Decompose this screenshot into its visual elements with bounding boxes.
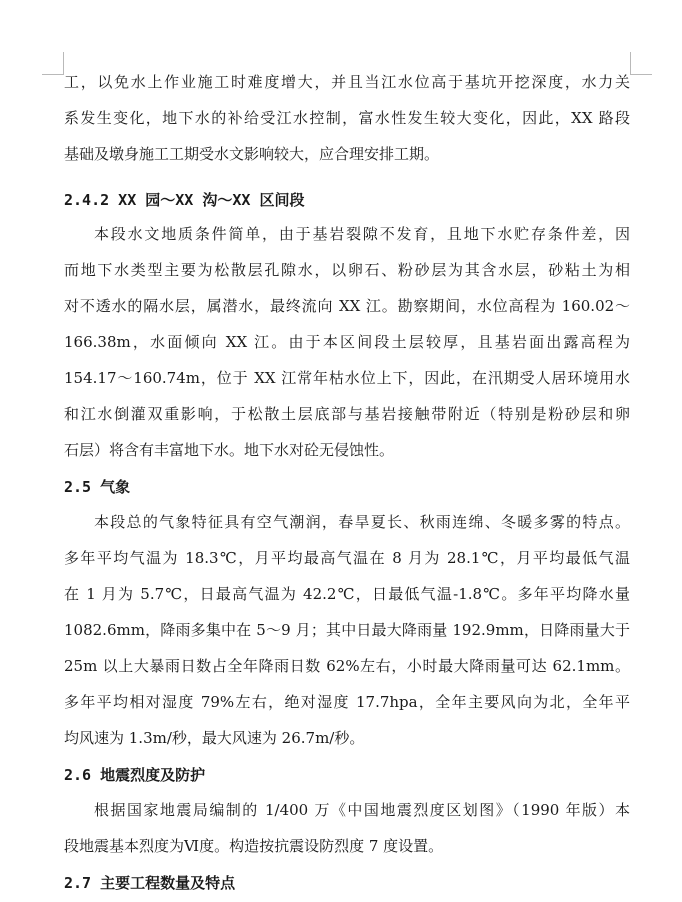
paragraph-line: 工，以免水上作业施工时难度增大，并且当江水位高于基坑开挖深度，水力关: [64, 73, 630, 91]
paragraph-line: 多年平均气温为 18.3℃，月平均最高气温在 8 月为 28.1℃，月平均最低气温: [64, 549, 630, 567]
paragraph-line: 基础及墩身施工工期受水文影响较大，应合理安排工期。: [64, 145, 440, 163]
paragraph-line: 154.17～160.74m，位于 XX 江常年枯水位上下，因此，在汛期受人居环境用水: [64, 369, 630, 387]
paragraph-line: 根据国家地震局编制的 1/400 万《中国地震烈度区划图》（1990 年版）本: [94, 801, 630, 819]
paragraph-line: 本段总的气象特征具有空气潮润，春旱夏长、秋雨连绵、冬暖多雾的特点。: [94, 513, 630, 531]
corner-mark-top-left: [42, 74, 64, 75]
section-heading-2-5: 2.5 气象: [64, 478, 131, 496]
paragraph-line: 均风速为 1.3m/秒，最大风速为 26.7m/秒。: [64, 729, 365, 747]
paragraph-line: 和江水倒灌双重影响，于松散土层底部与基岩接触带附近（特别是粉砂层和卵: [64, 405, 630, 423]
paragraph-line: 而地下水类型主要为松散层孔隙水，以卵石、粉砂层为其含水层，砂粘土为相: [64, 261, 630, 279]
corner-mark-top-right: [630, 74, 652, 75]
paragraph-line: 段地震基本烈度为Ⅵ度。构造按抗震设防烈度 7 度设置。: [64, 837, 444, 855]
paragraph-line: 在 1 月为 5.7℃，日最高气温为 42.2℃，日最低气温-1.8℃。多年平均降水量: [64, 585, 630, 603]
section-heading-2-6: 2.6 地震烈度及防护: [64, 766, 206, 784]
paragraph-line: 石层）将含有丰富地下水。地下水对砼无侵蚀性。: [64, 441, 395, 459]
paragraph-line: 对不透水的隔水层，属潜水，最终流向 XX 江。勘察期间，水位高程为 160.02～: [64, 297, 630, 315]
corner-mark-top-right: [630, 52, 631, 75]
paragraph-line: 系发生变化，地下水的补给受江水控制，富水性发生较大变化，因此，XX 路段: [64, 109, 630, 127]
paragraph-line: 25m 以上大暴雨日数占全年降雨日数 62%左右，小时最大降雨量可达 62.1mm。: [64, 657, 630, 675]
paragraph-line: 本段水文地质条件简单，由于基岩裂隙不发育，且地下水贮存条件差，因: [94, 225, 630, 243]
section-heading-2-7: 2.7 主要工程数量及特点: [64, 874, 236, 892]
section-heading-2-4-2: 2.4.2 XX 园～XX 沟～XX 区间段: [64, 191, 305, 209]
paragraph-line: 多年平均相对湿度 79%左右，绝对湿度 17.7hpa，全年主要风向为北，全年平: [64, 693, 630, 711]
paragraph-line: 1082.6mm，降雨多集中在 5～9 月；其中日最大降雨量 192.9mm，日降雨量大于: [64, 621, 630, 639]
paragraph-line: 166.38m，水面倾向 XX 江。由于本区间段土层较厚，且基岩面出露高程为: [64, 333, 630, 351]
